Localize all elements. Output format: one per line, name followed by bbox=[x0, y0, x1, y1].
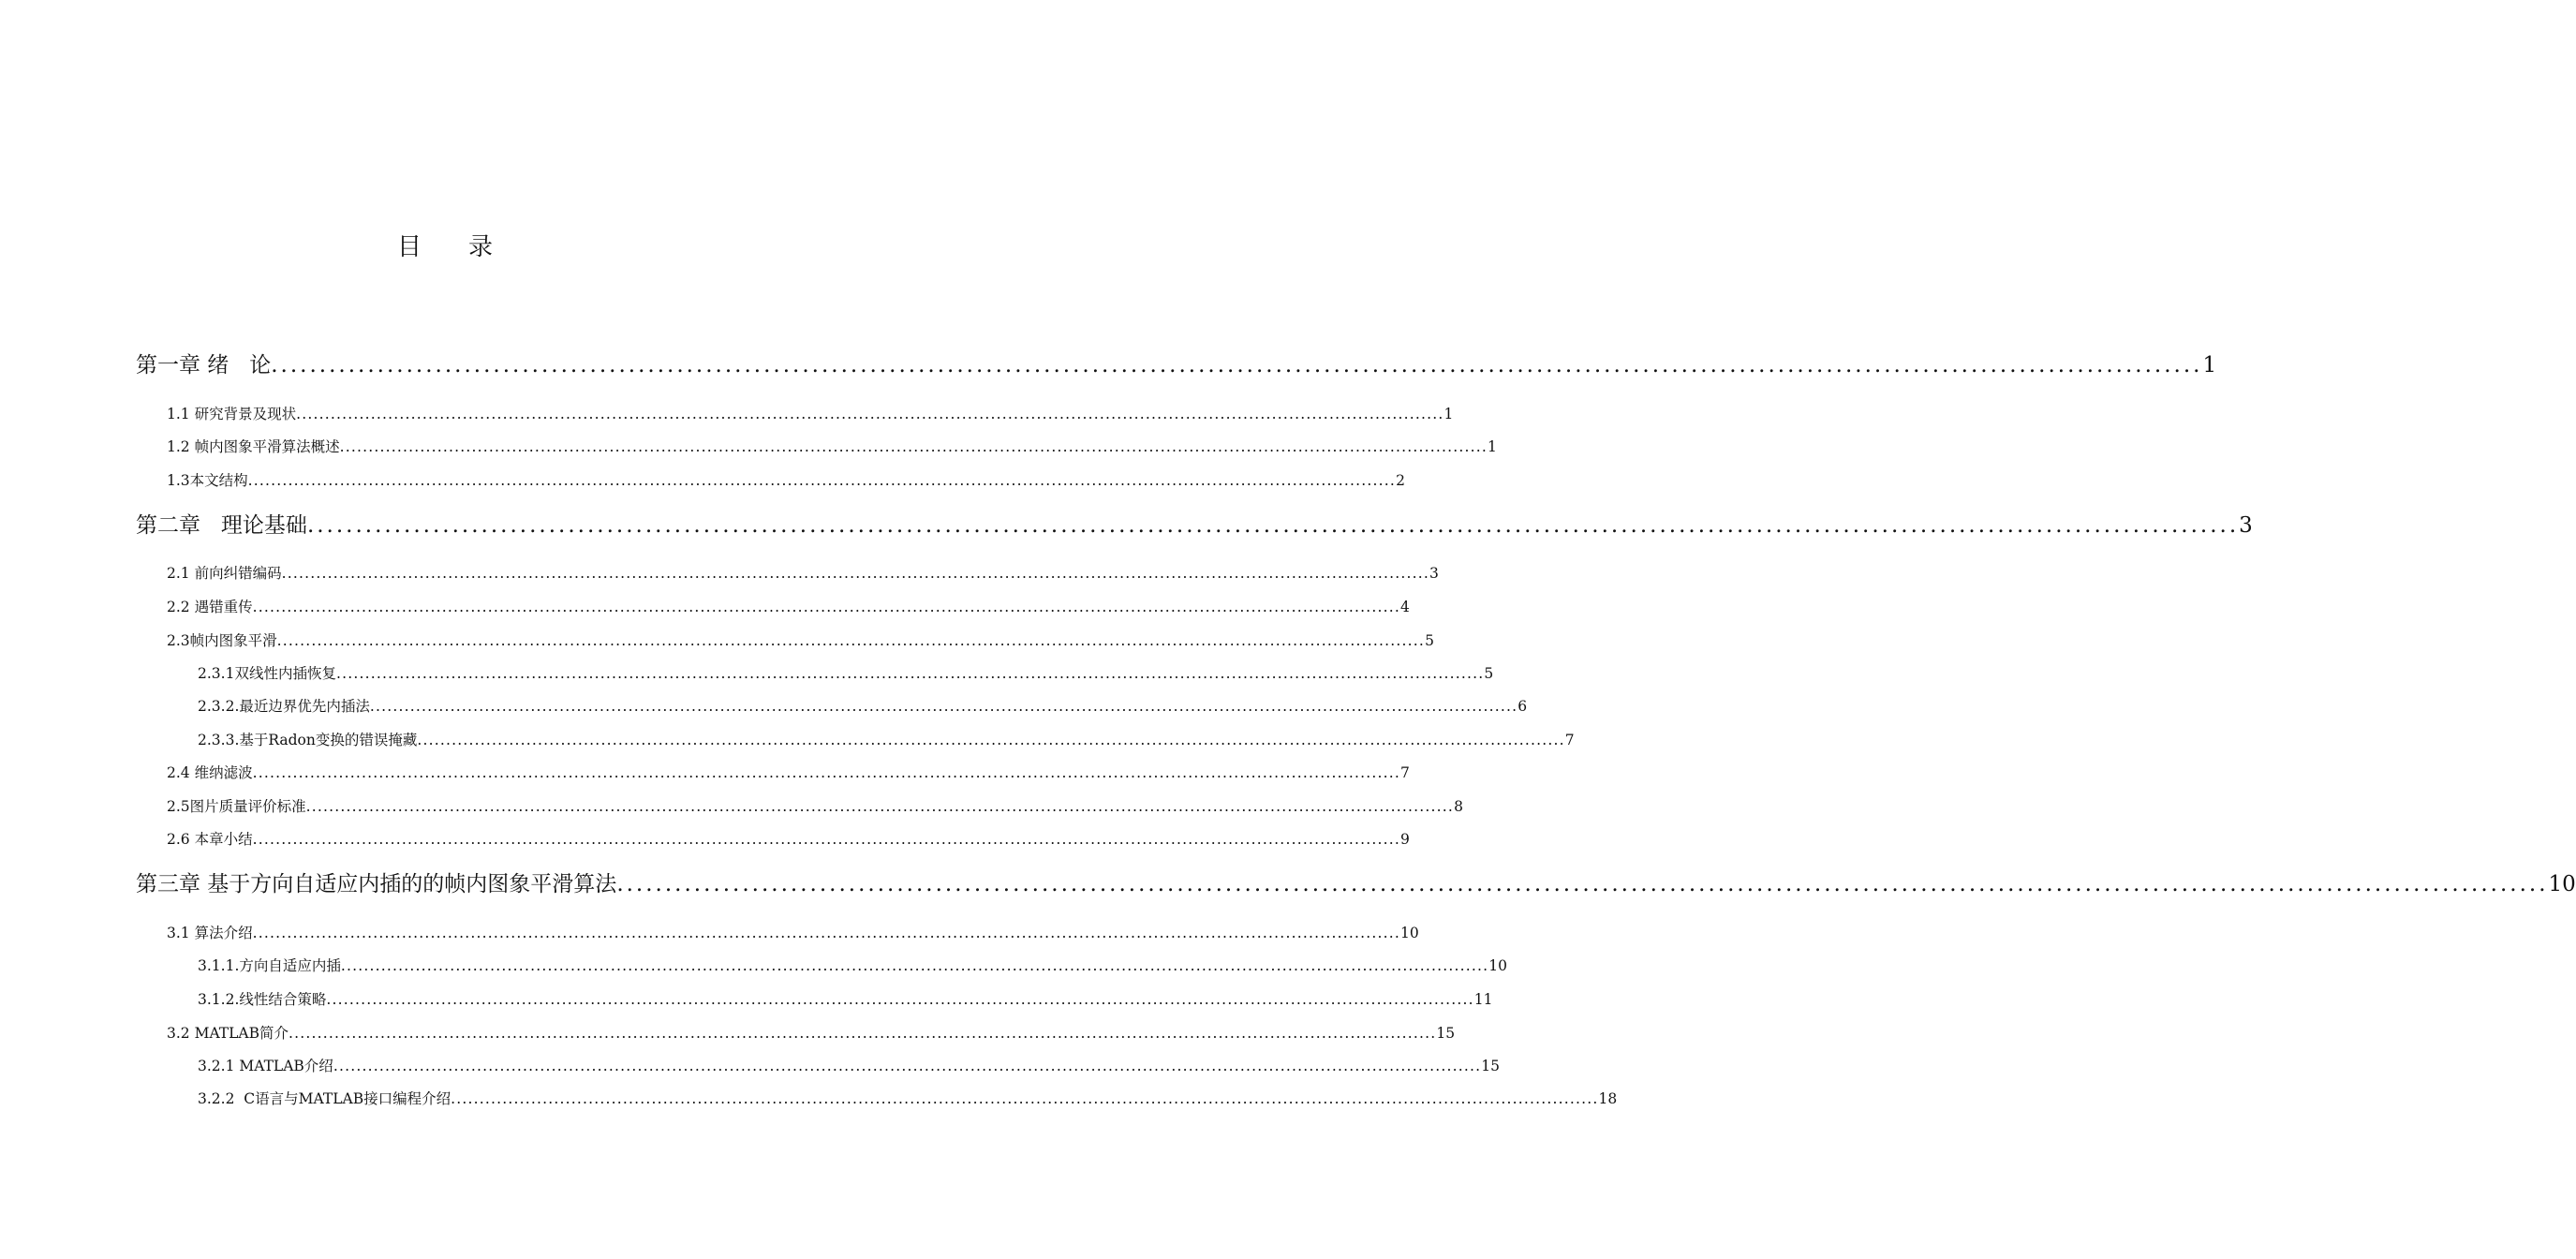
toc-page-number: 2 bbox=[1396, 472, 1405, 489]
toc-label: 2.6 本章小结 bbox=[167, 831, 253, 848]
toc-page-number: 7 bbox=[1399, 764, 1410, 781]
toc-item bbox=[167, 922, 1419, 944]
toc-label: 2.3.1双线性内插恢复 bbox=[198, 665, 336, 682]
toc-leader-dots: ........................................................................................................................................................................................................ bbox=[252, 831, 1400, 848]
toc-item bbox=[167, 403, 1454, 425]
toc-item bbox=[167, 562, 1439, 585]
toc-page-number: 10 bbox=[1488, 957, 1508, 974]
toc-leader-dots: ........................................................................................................................................................................................................ bbox=[271, 353, 2203, 378]
toc-page-number: 15 bbox=[1481, 1058, 1500, 1074]
toc-item bbox=[167, 828, 1410, 851]
toc-item bbox=[198, 662, 1494, 685]
toc-leader-dots: ........................................................................................................................................................................................................ bbox=[247, 472, 1397, 489]
toc-chapter bbox=[136, 510, 2253, 541]
toc-leader-dots: ........................................................................................................................................................................................................ bbox=[281, 565, 1429, 582]
toc-page-number: 18 bbox=[1598, 1090, 1618, 1107]
toc-label: 2.3帧内图象平滑 bbox=[167, 632, 277, 649]
toc-page-number: 10 bbox=[1399, 925, 1419, 941]
toc-page-number: 10 bbox=[2548, 872, 2576, 896]
toc-page-number: 5 bbox=[1425, 632, 1434, 649]
toc-page-number: 11 bbox=[1473, 991, 1493, 1008]
toc-label: 3.1.2.线性结合策略 bbox=[198, 991, 327, 1008]
toc-label: 2.3.3.基于Radon变换的错误掩藏 bbox=[198, 732, 418, 748]
toc-item bbox=[198, 955, 1508, 977]
toc-item bbox=[167, 436, 1497, 458]
toc-leader-dots: ........................................................................................................................................................................................................ bbox=[339, 438, 1488, 455]
toc-chapter bbox=[136, 349, 2217, 381]
toc-page-number: 8 bbox=[1454, 798, 1463, 815]
toc-item bbox=[167, 762, 1410, 784]
toc-leader-dots: ........................................................................................................................................................................................................ bbox=[417, 732, 1565, 748]
toc-leader-dots: ........................................................................................................................................................................................................ bbox=[305, 798, 1455, 815]
toc-page-number: 3 bbox=[2239, 513, 2253, 538]
toc-label: 2.5图片质量评价标准 bbox=[167, 798, 306, 815]
toc-item bbox=[167, 596, 1410, 618]
toc-label: 3.2.1 MATLAB介绍 bbox=[198, 1058, 333, 1074]
toc-leader-dots: ........................................................................................................................................................................................................ bbox=[326, 991, 1474, 1008]
toc-leader-dots: ........................................................................................................................................................................................................ bbox=[296, 406, 1444, 422]
toc-page-number: 6 bbox=[1517, 698, 1528, 715]
toc-item bbox=[167, 795, 1463, 818]
toc-page-number: 1 bbox=[1487, 438, 1497, 455]
toc-item bbox=[198, 729, 1575, 751]
toc-chapter bbox=[136, 868, 2576, 900]
toc-page-number: 3 bbox=[1429, 565, 1439, 582]
toc-page-number: 4 bbox=[1399, 599, 1410, 615]
toc-leader-dots: ........................................................................................................................................................................................................ bbox=[335, 665, 1485, 682]
toc-item bbox=[198, 988, 1493, 1011]
toc-label: 3.1 算法介绍 bbox=[167, 925, 253, 941]
toc-page-number: 1 bbox=[1443, 406, 1454, 422]
toc-label: 1.2 帧内图象平滑算法概述 bbox=[167, 438, 340, 455]
toc-leader-dots: ........................................................................................................................................................................................................ bbox=[289, 1025, 1437, 1042]
toc-page-number: 5 bbox=[1484, 665, 1494, 682]
toc-leader-dots: ........................................................................................................................................................................................................ bbox=[340, 957, 1489, 974]
toc-label: 1.3本文结构 bbox=[167, 472, 248, 489]
toc-label: 3.2 MATLAB简介 bbox=[167, 1025, 289, 1042]
toc-label: 2.4 维纳滤波 bbox=[167, 764, 253, 781]
toc-label: 3.2.2 C语言与MATLAB接口编程介绍 bbox=[198, 1090, 452, 1107]
toc-page-number: 9 bbox=[1399, 831, 1410, 848]
toc-label: 2.1 前向纠错编码 bbox=[167, 565, 282, 582]
toc-leader-dots: ........................................................................................................................................................................................................ bbox=[616, 872, 2549, 896]
toc-page-number: 15 bbox=[1436, 1025, 1456, 1042]
toc-label: 1.1 研究背景及现状 bbox=[167, 406, 297, 422]
toc-label: 第一章 绪 论 bbox=[136, 353, 272, 378]
toc-label: 第三章 基于方向自适应内插的的帧内图象平滑算法 bbox=[136, 872, 617, 896]
toc-item bbox=[167, 469, 1405, 492]
toc-leader-dots: ........................................................................................................................................................................................................ bbox=[333, 1058, 1482, 1074]
toc-page-number: 1 bbox=[2202, 353, 2217, 378]
toc-item bbox=[198, 695, 1528, 718]
toc-item bbox=[198, 1055, 1500, 1077]
toc-leader-dots: ........................................................................................................................................................................................................ bbox=[252, 599, 1400, 615]
toc-item bbox=[167, 630, 1434, 652]
toc-leader-dots: ........................................................................................................................................................................................................ bbox=[369, 698, 1518, 715]
toc-label: 第二章 理论基础 bbox=[136, 513, 307, 538]
toc-item bbox=[167, 1022, 1456, 1044]
toc-item bbox=[198, 1088, 1618, 1110]
page-title: 目录 bbox=[396, 233, 540, 261]
toc-leader-dots: ........................................................................................................................................................................................................ bbox=[451, 1090, 1599, 1107]
toc-page-number: 7 bbox=[1564, 732, 1575, 748]
toc-label: 3.1.1.方向自适应内插 bbox=[198, 957, 341, 974]
toc-label: 2.3.2.最近边界优先内插法 bbox=[198, 698, 370, 715]
toc-label: 2.2 遇错重传 bbox=[167, 599, 253, 615]
toc-leader-dots: ........................................................................................................................................................................................................ bbox=[276, 632, 1426, 649]
toc-leader-dots: ........................................................................................................................................................................................................ bbox=[306, 513, 2240, 538]
toc-leader-dots: ........................................................................................................................................................................................................ bbox=[252, 925, 1400, 941]
toc-leader-dots: ........................................................................................................................................................................................................ bbox=[252, 764, 1400, 781]
